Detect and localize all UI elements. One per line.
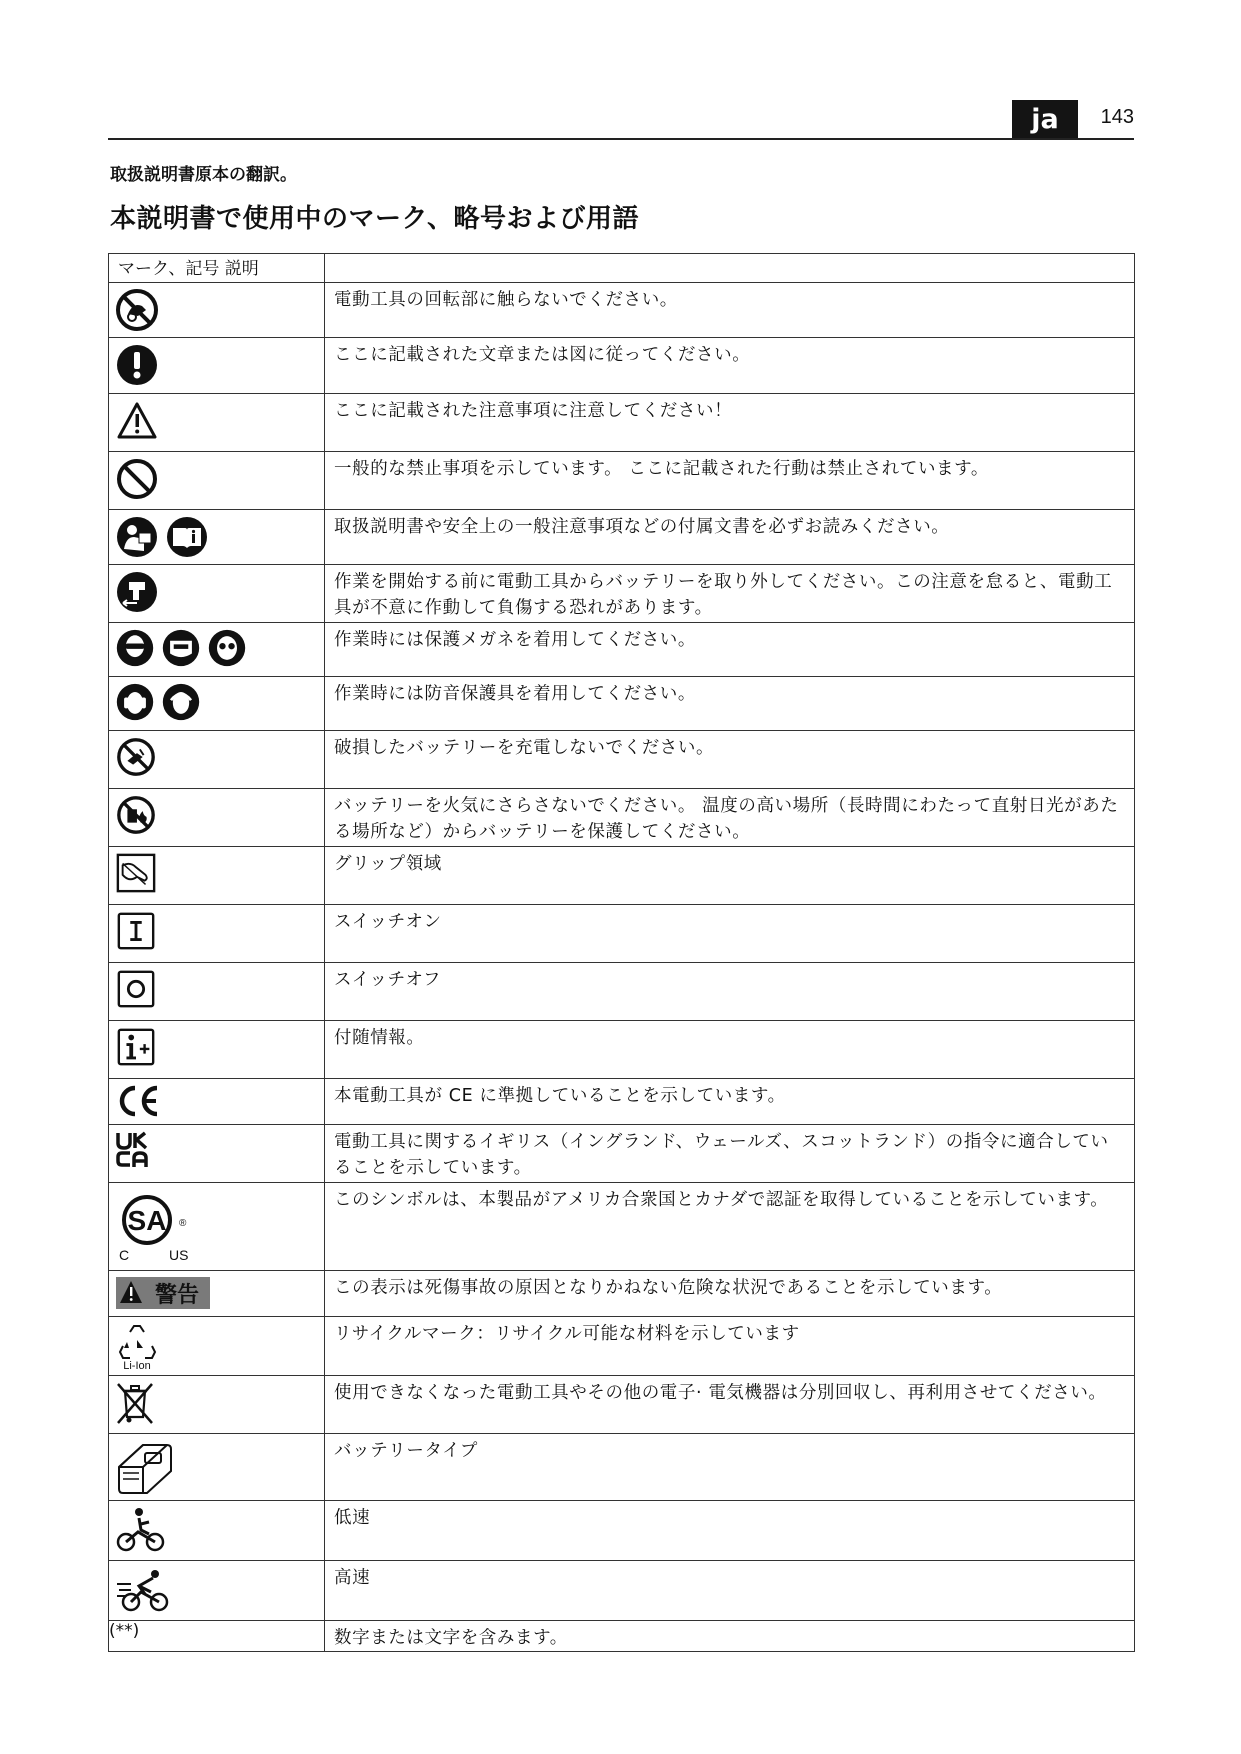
table-row (109, 1079, 1135, 1125)
row-description: 電動工具の回転部に触らないでください。 (325, 283, 1135, 338)
table-row (109, 565, 1135, 623)
row-description: バッテリーを火気にさらさないでください。 温度の高い場所（長時間にわたって直射日光があたる場所など）からバッテリーを保護してください。 (325, 789, 1135, 847)
row-description: バッテリータイプ (325, 1434, 1135, 1501)
table-row (109, 1376, 1135, 1434)
row-description: 付随情報。 (325, 1021, 1135, 1079)
placeholder-symbol: (**) (109, 1621, 325, 1652)
table-row (109, 623, 1135, 677)
ear-protection-icon (115, 682, 155, 722)
table-row (109, 1561, 1135, 1621)
table-row (109, 905, 1135, 963)
safety-glasses-icon (207, 628, 247, 668)
table-header-row (109, 254, 1135, 283)
row-description: 低速 (325, 1501, 1135, 1561)
svg-text:SA: SA (127, 1205, 167, 1236)
row-description: 電動工具に関するイギリス（イングランド、ウェールズ、スコットランド）の指令に適合していることを示しています。 (325, 1125, 1135, 1183)
table-row (109, 731, 1135, 789)
remove-battery-icon (115, 570, 159, 614)
csa-mark-icon (115, 1188, 205, 1264)
table-row (109, 847, 1135, 905)
battery-type-icon (115, 1439, 175, 1495)
row-description: スイッチオン (325, 905, 1135, 963)
grip-area-icon (115, 852, 157, 894)
danger-warning-label-icon (115, 1276, 211, 1310)
switch-on-icon (115, 910, 157, 952)
page-number: 143 (1100, 106, 1134, 128)
switch-off-icon (115, 968, 157, 1010)
row-description: 作業を開始する前に電動工具からバッテリーを取り外してください。この注意を怠ると、電動工具が不意に作動して負傷する恐れがあります。 (325, 565, 1135, 623)
table-row (109, 452, 1135, 510)
ukca-mark-icon (115, 1130, 151, 1170)
page-header (108, 100, 1134, 140)
no-fire-battery-icon (115, 794, 157, 836)
table-row (109, 394, 1135, 452)
language-code: ja (1012, 100, 1078, 138)
table-row (109, 1317, 1135, 1376)
row-description: ここに記載された注意事項に注意してください！ (325, 394, 1135, 452)
info-plus-icon (115, 1026, 157, 1068)
symbols-table (108, 253, 1135, 1652)
table-row (109, 1501, 1135, 1561)
table-row (109, 1125, 1135, 1183)
read-manual-icon (115, 515, 159, 559)
svg-text:Li-Ion: Li-Ion (123, 1360, 151, 1370)
low-speed-cyclist-icon (115, 1506, 167, 1554)
row-description: 高速 (325, 1561, 1135, 1621)
high-speed-cyclist-icon (115, 1566, 171, 1614)
table-row (109, 1434, 1135, 1501)
face-shield-icon (161, 628, 201, 668)
table-row (109, 963, 1135, 1021)
row-description: スイッチオフ (325, 963, 1135, 1021)
table-row (109, 338, 1135, 394)
no-touching-rotating-parts-icon (115, 288, 159, 332)
svg-text:US: US (169, 1247, 189, 1263)
table-row (109, 1183, 1135, 1271)
warning-triangle-icon (115, 399, 159, 443)
svg-text:C: C (119, 1247, 130, 1263)
row-description: 破損したバッテリーを充電しないでください。 (325, 731, 1135, 789)
table-row (109, 283, 1135, 338)
translation-note: 取扱説明書原本の翻訳。 (110, 165, 297, 185)
section-title: 本説明書で使用中のマーク、略号および用語 (110, 204, 639, 234)
row-description: このシンボルは、本製品がアメリカ合衆国とカナダで認証を取得していることを示しています。 (325, 1183, 1135, 1271)
row-description: 本電動工具が CE に準拠していることを示しています。 (325, 1079, 1135, 1125)
table-row (109, 1271, 1135, 1317)
info-book-icon (165, 515, 209, 559)
table-row (109, 1021, 1135, 1079)
table-header-empty (325, 254, 1135, 283)
ear-muffs-icon (161, 682, 201, 722)
svg-text:®: ® (179, 1218, 187, 1229)
row-description: 数字または文字を含みます。 (325, 1621, 1135, 1652)
row-description: 取扱説明書や安全上の一般注意事項などの付属文書を必ずお読みください。 (325, 510, 1135, 565)
row-description: 一般的な禁止事項を示しています。 ここに記載された行動は禁止されています。 (325, 452, 1135, 510)
table-row (109, 677, 1135, 731)
table-header: マーク、記号 説明 (109, 254, 325, 283)
row-description: 使用できなくなった電動工具やその他の電子· 電気機器は分別回収し、再利用させてください。 (325, 1376, 1135, 1434)
table-row (109, 789, 1135, 847)
row-description: ここに記載された文章または図に従ってください。 (325, 338, 1135, 394)
recycle-li-ion-icon (115, 1322, 159, 1370)
weee-crossed-bin-icon (115, 1381, 155, 1427)
row-description: グリップ領域 (325, 847, 1135, 905)
row-description: リサイクルマーク：リサイクル可能な材料を示しています (325, 1317, 1135, 1376)
row-description: 作業時には保護メガネを着用してください。 (325, 623, 1135, 677)
ce-mark-icon (115, 1084, 161, 1118)
no-charging-damaged-battery-icon (115, 736, 157, 778)
row-description: 作業時には防音保護具を着用してください。 (325, 677, 1135, 731)
mandatory-action-icon (115, 343, 159, 387)
table-row (109, 1621, 1135, 1652)
safety-goggles-icon (115, 628, 155, 668)
table-row (109, 510, 1135, 565)
row-description: この表示は死傷事故の原因となりかねない危険な状況であることを示しています。 (325, 1271, 1135, 1317)
prohibition-icon (115, 457, 159, 501)
svg-text:警告: 警告 (154, 1283, 200, 1308)
